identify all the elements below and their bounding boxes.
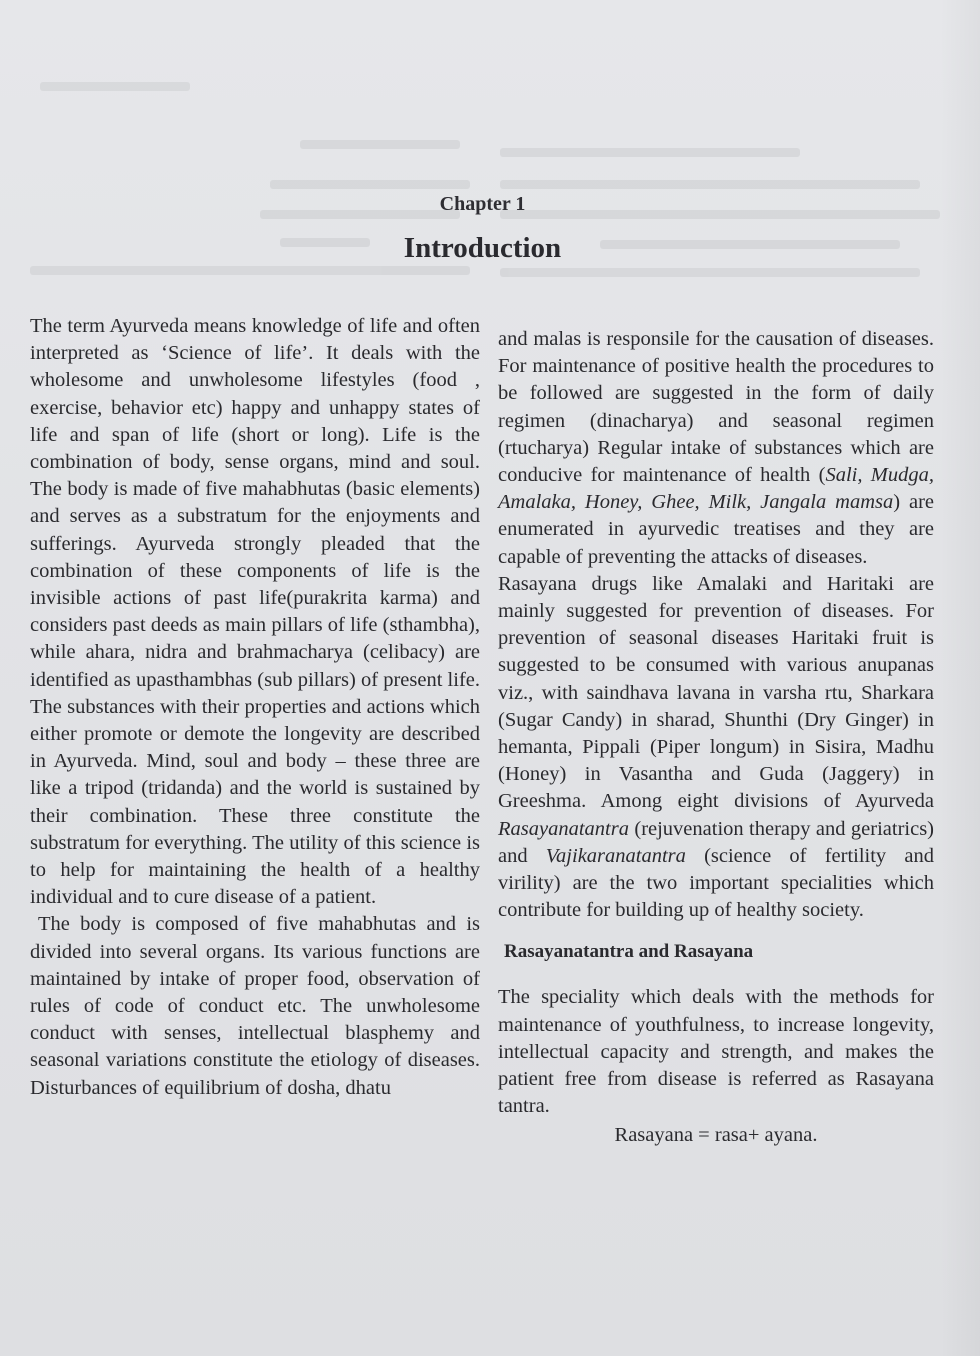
paragraph-disease-causation: and malas is responsile for the causation of diseases. For maintenance of positive health the procedures to be followed are suggested in the form of daily regimen (dinacharya) and seasonal regimen (rtucharya) Regular intake of substances which are conducive for maintenance of health (Sali, Mudga, Amalaka, Honey, Ghee, Milk, Jangala mamsa) are enumerated in ayurvedic treatises and they are capable of preventing the attacks of diseases. bbox=[498, 328, 934, 568]
chapter-number: Chapter 1 bbox=[439, 193, 526, 215]
italic-food-list: Sali, Mudga, Amalaka, Honey, Ghee, Milk, Jangala mamsa bbox=[498, 464, 934, 514]
italic-vajikaranatantra: Vajikaranatantra bbox=[545, 844, 686, 867]
paragraph-ayurveda-definition: The term Ayurveda means knowledge of life and often interpreted as ‘Science of life’. It deals with the wholesome and unwholesome lifestyles (food , exercise, behavior etc) happy and unhappy states of life and span of life (short or long). Life is the combination of body, sense organs, mind and soul. The body is made of five mahabhutas (basic elements) and serves as a substratum for the enjoyments and sufferings. Ayurveda strongly pleaded that the combination of these components of life is the invisible actions of past life(purakrita karma) and considers past deeds as main pillars of life (sthambha), while ahara, nidra and brahmacharya (celibacy) are identified as upasthambhas (sub pillars) of present life. The substances with their properties and actions which either promote or demote the longevity are described in Ayurveda. Mind, soul and body – these three are like a tripod (tridanda) and the world is sustained by their combination. These three constitute the substratum for everything. The utility of this science is to help for maintaining the health of a healthy individual and to cure disease of a patient. bbox=[30, 315, 480, 909]
paragraph-body-composition: The body is composed of five mahabhutas and is divided into several organs. Its various functions are maintained by intake of proper food, observation of rules of code of conduct etc. The unwholesome conduct with senses, intellectual blasphemy and seasonal variations constitute the etiology of diseases. Disturbances of equilibrium of dosha, dhatu bbox=[30, 913, 480, 1099]
italic-rasayanatantra: Rasayanatantra bbox=[498, 817, 629, 840]
page-edge-shadow bbox=[940, 0, 980, 1356]
left-column bbox=[30, 313, 480, 1102]
chapter-title: Introduction bbox=[403, 232, 562, 264]
right-column bbox=[498, 326, 934, 1150]
paragraph-rasayana-definition: The speciality which deals with the methods for maintenance of youthfulness, to increase longevity, intellectual capacity and strength, and makes the patient free from disease is referred as Rasayana tantra. bbox=[498, 986, 934, 1118]
section-heading: Rasayanatantra and Rasayana bbox=[504, 941, 754, 963]
rasayana-formula: Rasayana = rasa+ ayana. bbox=[614, 1124, 818, 1147]
paragraph-rasayana-drugs: Rasayana drugs like Amalaki and Haritaki are mainly suggested for prevention of diseases. For prevention of seasonal diseases Haritaki fruit is suggested to be consumed with various anupanas viz., with saindhava lavana in varsha rtu, Sharkara (Sugar Candy) in sharad, Shunthi (Dry Ginger) in hemanta, Pippali (Piper longum) in Sisira, Madhu (Honey) in Vasantha and Guda (Jaggery) in Greeshma. Among eight divisions of Ayurveda Rasayanatantra (rejuvenation therapy and geriatrics) and Vajikaranatantra (science of fertility and virility) are the two important specialities which contribute for building up of healthy society. bbox=[498, 572, 934, 922]
